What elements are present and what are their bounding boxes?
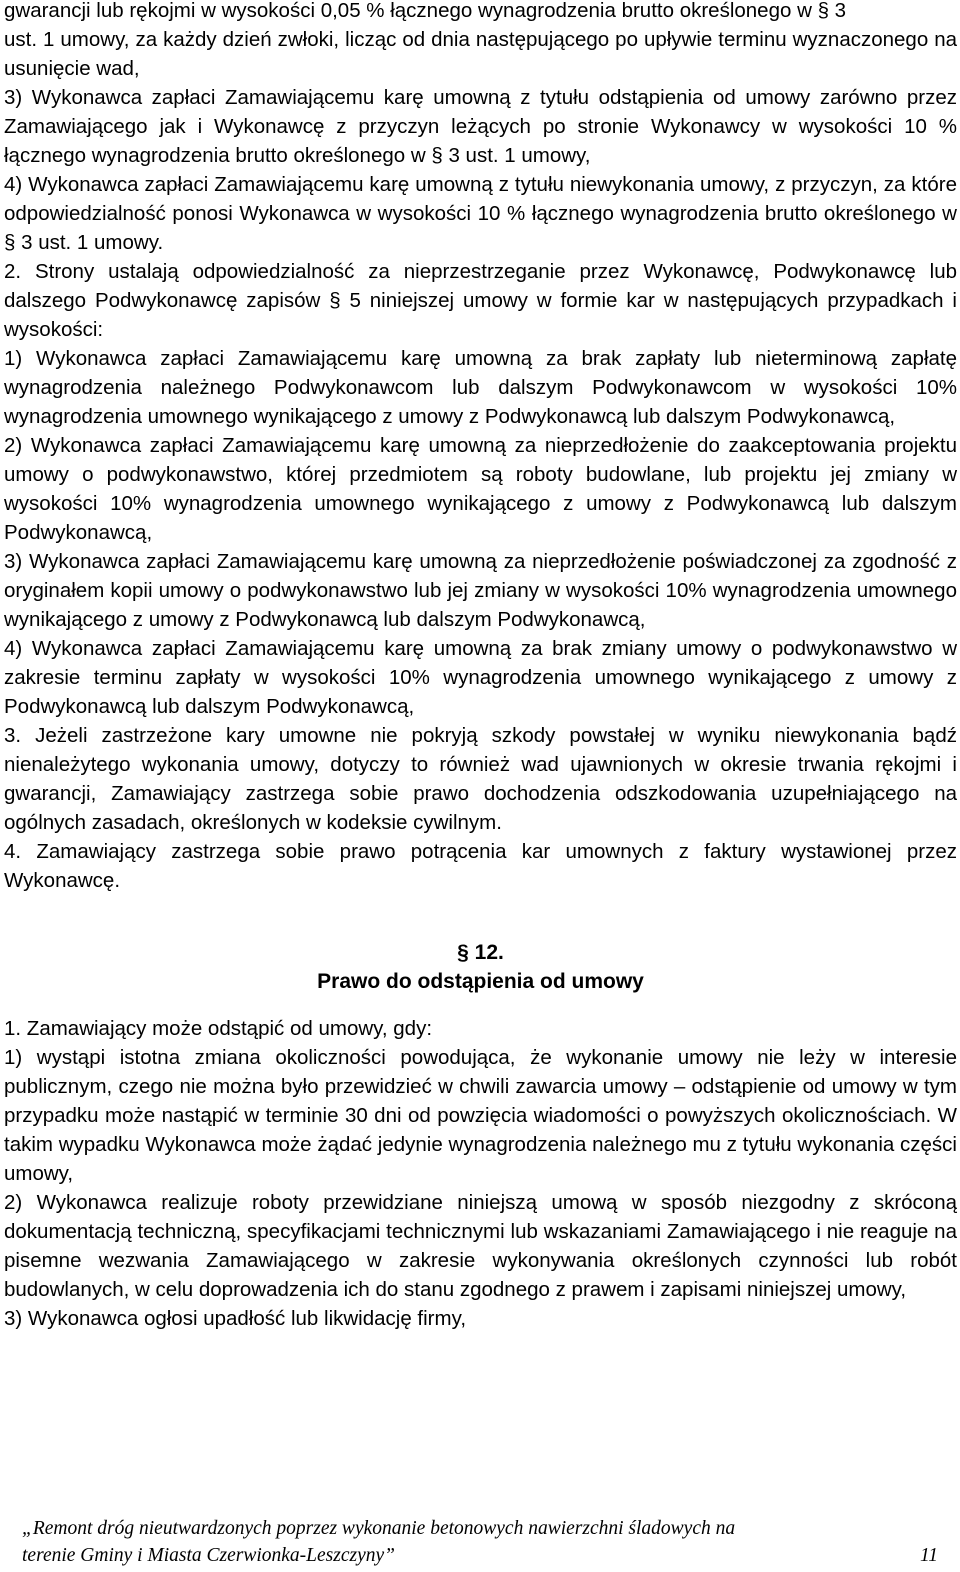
- paragraph: 3) Wykonawca zapłaci Zamawiającemu karę umowną z tytułu odstąpienia od umowy zarówno przez Zamawiającego jak i Wykonawcę z przyczyn leżących po stronie Wykonawcy w wysokości 10 % łącznego wynagrodzenia brutto określonego w § 3 ust. 1 umowy,: [4, 86, 957, 167]
- paragraph: 2. Strony ustalają odpowiedzialność za nieprzestrzeganie przez Wykonawcę, Podwykonawcę lub dalszego Podwykonawcę zapisów § 5 niniejszej umowy w formie kar w następujących przypadkach i wysokości:: [4, 260, 957, 341]
- paragraph: 4. Zamawiający zastrzega sobie prawo potrącenia kar umownych z faktury wystawionej przez Wykonawcę.: [4, 840, 957, 892]
- section-number: § 12.: [457, 941, 504, 964]
- page-footer: [22, 1515, 944, 1569]
- footer-line2: [22, 1542, 944, 1569]
- paragraph: 2) Wykonawca zapłaci Zamawiającemu karę umowną za nieprzedłożenie do zaakceptowania projektu umowy o podwykonawstwo, której przedmiotem są roboty budowlane, lub projektu jej zmiany w wysokości 10% wynagrodzenia umownego wynikającego z umowy z Podwykonawcą lub dalszym Podwykonawcą,: [4, 434, 957, 544]
- paragraph: 4) Wykonawca zapłaci Zamawiającemu karę umowną z tytułu niewykonania umowy, z przyczyn, za które odpowiedzialność ponosi Wykonawca w wysokości 10 % łącznego wynagrodzenia brutto określonego w § 3 ust. 1 umowy.: [4, 173, 957, 254]
- paragraph: gwarancji lub rękojmi w wysokości 0,05 % łącznego wynagrodzenia brutto określonego w § 3: [4, 0, 847, 22]
- paragraph: 1) Wykonawca zapłaci Zamawiającemu karę umowną za brak zapłaty lub nieterminową zapłatę wynagrodzenia należnego Podwykonawcom lub dalszym Podwykonawcom w wysokości 10% wynagrodzenia umownego wynikającego z umowy z Podwykonawcą lub dalszym Podwykonawcą,: [4, 347, 957, 428]
- document-page: [4, 0, 957, 1333]
- paragraph: 3) Wykonawca zapłaci Zamawiającemu karę umowną za nieprzedłożenie poświadczonej za zgodność z oryginałem kopii umowy o podwykonawstwo lub jej zmiany w wysokości 10% wynagrodzenia umownego wynikającego z umowy z Podwykonawcą lub dalszym Podwykonawcą,: [4, 550, 957, 631]
- paragraph: 3. Jeżeli zastrzeżone kary umowne nie pokryją szkody powstałej w wyniku niewykonania bądź nienależytego wykonania umowy, dotyczy to również wad ujawnionych w okresie trwania rękojmi i gwarancji, Zamawiający zastrzega sobie prawo dochodzenia odszkodowania uzupełniającego na ogólnych zasadach, określonych w kodeksie cywilnym.: [4, 724, 957, 834]
- paragraph: 3) Wykonawca ogłosi upadłość lub likwidację firmy,: [4, 1307, 467, 1330]
- paragraph: 4) Wykonawca zapłaci Zamawiającemu karę umowną za brak zmiany umowy o podwykonawstwo w zakresie terminu zapłaty w wysokości 10% wynagrodzenia umownego wynikającego z umowy z Podwykonawcą lub dalszym Podwykonawcą,: [4, 637, 957, 718]
- page-number: 11: [919, 1545, 938, 1566]
- paragraph: 1) wystąpi istotna zmiana okoliczności powodująca, że wykonanie umowy nie leży w interesie publicznym, czego nie można było przewidzieć w chwili zawarcia umowy – odstąpienie od umowy w tym przypadku może nastąpić w terminie 30 dni od powzięcia wiadomości o powyższych okolicznościach. W takim wypadku Wykonawca może żądać jedynie wynagrodzenia należnego mu z tytułu wykonania części umowy,: [4, 1046, 957, 1185]
- paragraph: 2) Wykonawca realizuje roboty przewidziane niniejszą umową w sposób niezgodny z skróconą dokumentacją techniczną, specyfikacjami technicznymi lub wskazaniami Zamawiającego i nie reaguje na pisemne wezwania Zamawiającego w zakresie wykonywania określonych czynności lub robót budowlanych, w celu doprowadzenia ich do stanu zgodnego z prawem i zapisami niniejszej umowy,: [4, 1191, 957, 1301]
- footer-title-line2: terenie Gminy i Miasta Czerwionka-Leszczyny”: [22, 1545, 395, 1566]
- paragraph: ust. 1 umowy, za każdy dzień zwłoki, licząc od dnia następującego po upływie terminu wyznaczonego na usunięcie wad,: [4, 28, 957, 80]
- paragraph: 1. Zamawiający może odstąpić od umowy, gdy:: [4, 1017, 433, 1040]
- section-title: Prawo do odstąpienia od umowy: [317, 970, 644, 993]
- heading-spacer: [4, 996, 957, 1014]
- footer-title-line1: „Remont dróg nieutwardzonych poprzez wykonanie betonowych nawierzchni śladowych na: [22, 1518, 736, 1539]
- section-spacer: [4, 895, 957, 938]
